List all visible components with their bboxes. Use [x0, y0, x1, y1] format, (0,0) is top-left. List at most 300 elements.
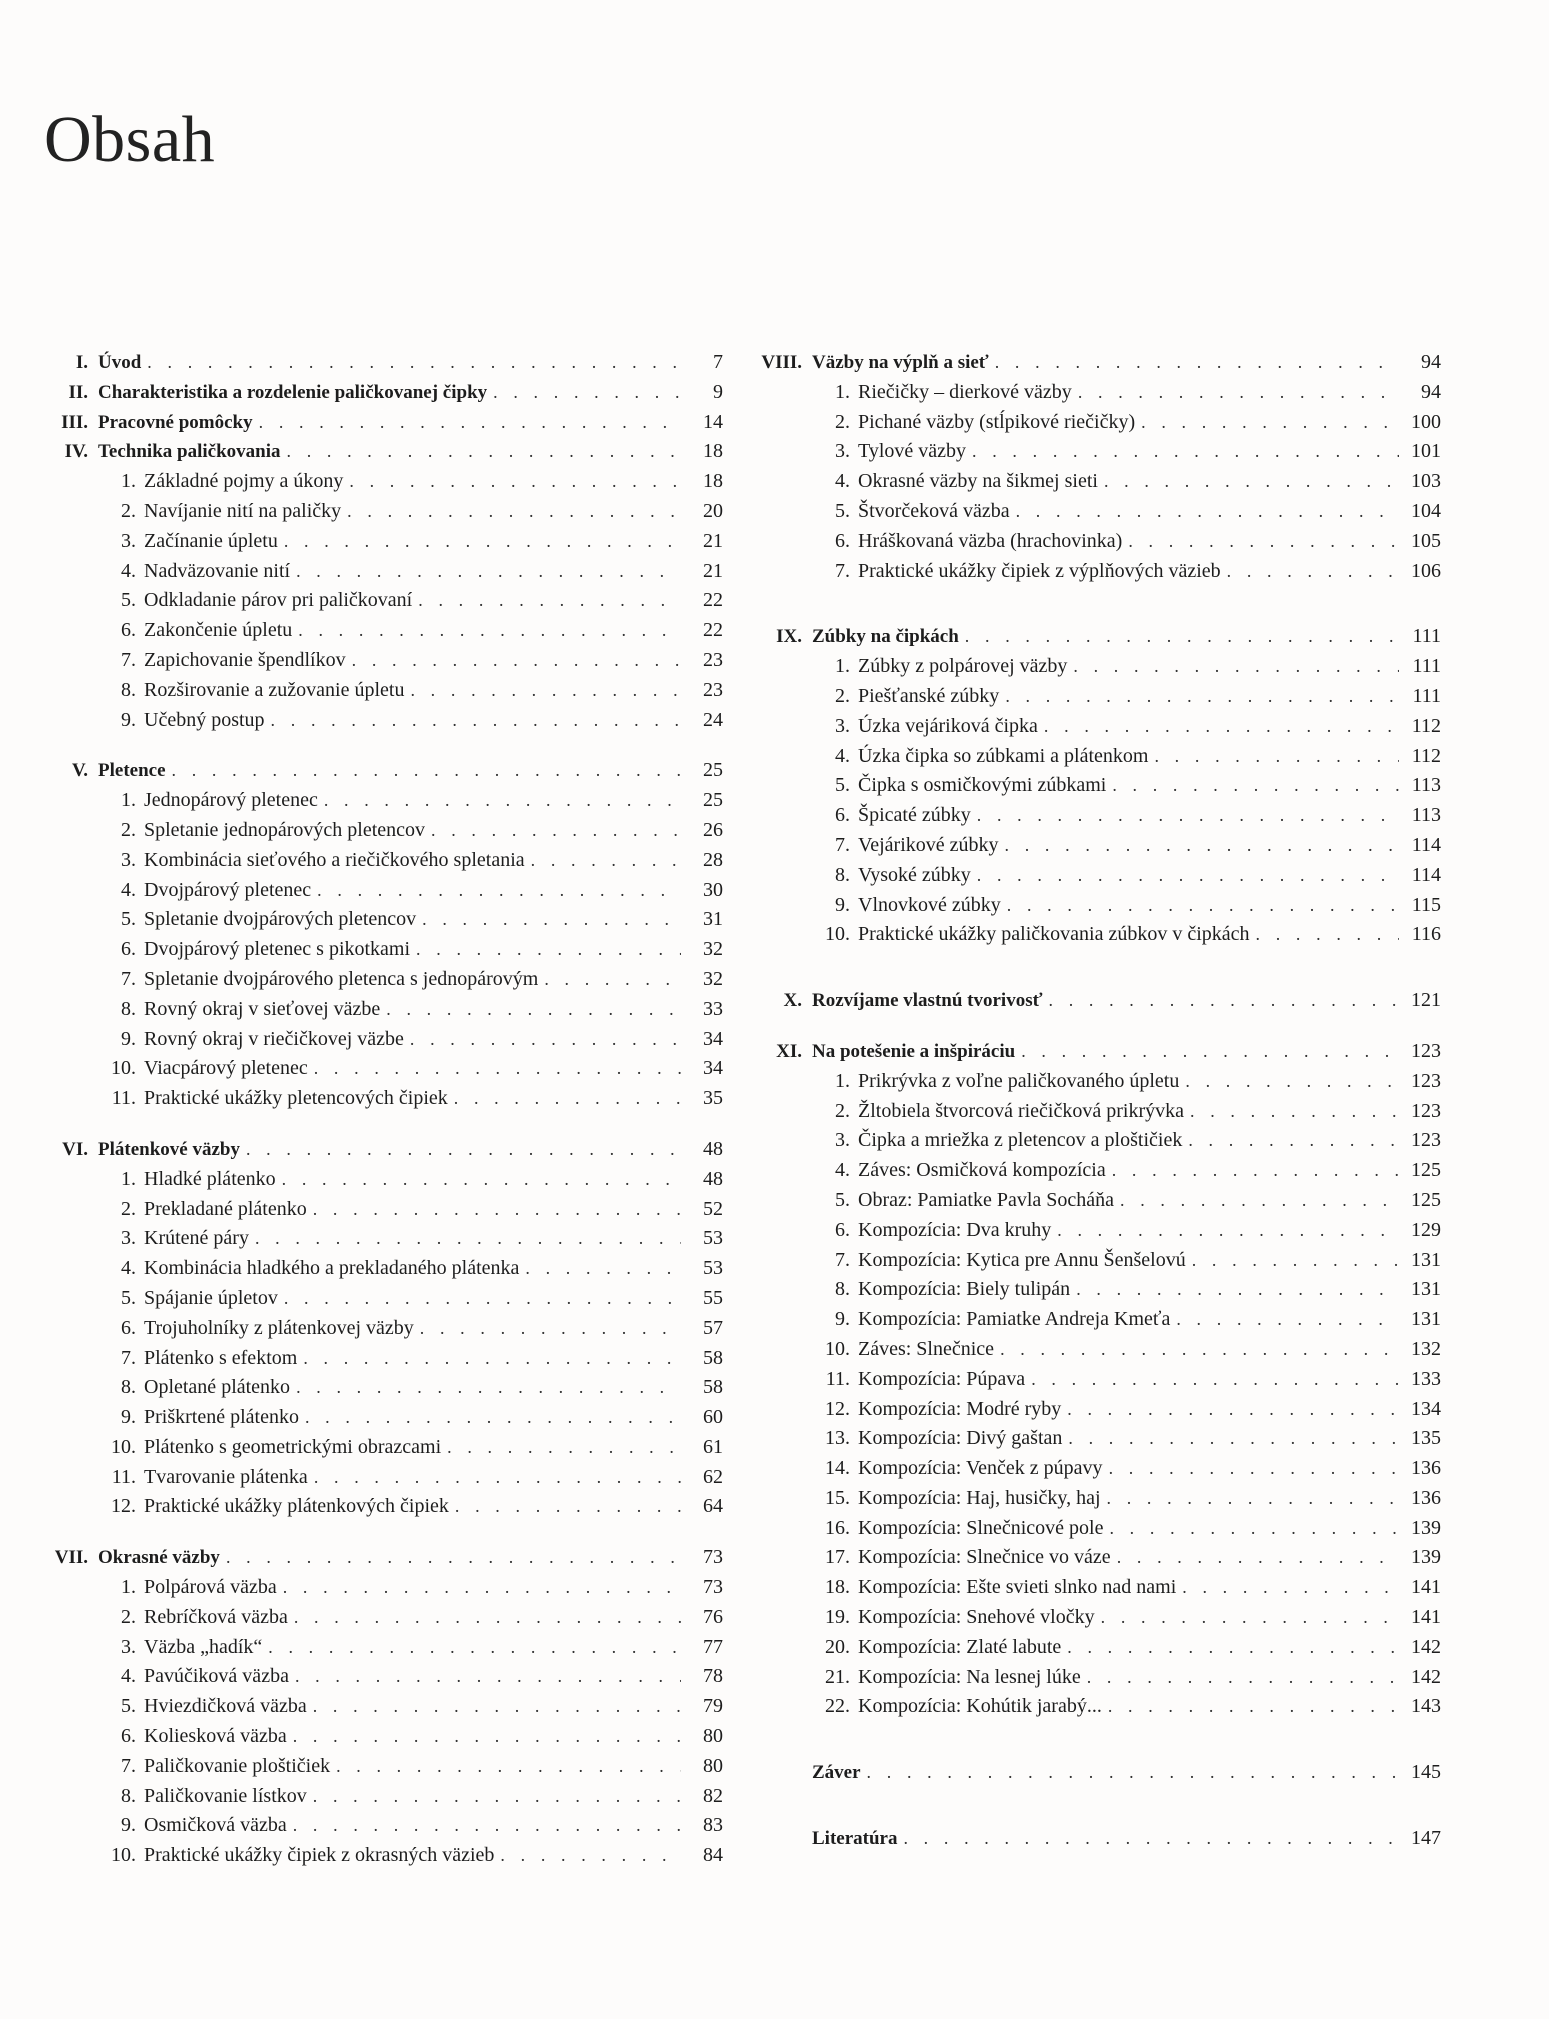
- item-title: Plátenko s geometrickými obrazcami: [144, 1435, 442, 1458]
- page-number: 142: [1411, 1635, 1441, 1658]
- chapter-number: III.: [61, 411, 88, 433]
- item-number: 8.: [121, 997, 136, 1020]
- item-number: 7.: [835, 1248, 850, 1271]
- item-title: Navíjanie nití na paličky: [144, 499, 342, 522]
- item-title: Spletanie dvojpárového pletenca s jednopárovým: [144, 967, 539, 990]
- dot-leader: [1104, 467, 1399, 497]
- page-number: 136: [1411, 1457, 1441, 1480]
- toc-chapter-row: [760, 1758, 1441, 1788]
- toc-item-row: [760, 831, 1441, 861]
- chapter-number: II.: [68, 381, 88, 403]
- toc-chapter-row: [760, 1824, 1441, 1854]
- page-number: 83: [703, 1814, 723, 1837]
- toc-item-row: [46, 1433, 723, 1463]
- toc-item-row: [760, 1246, 1441, 1276]
- dot-leader: [1031, 1365, 1399, 1395]
- dot-leader: [431, 816, 681, 846]
- page-number: 131: [1411, 1248, 1441, 1271]
- toc-item-row: [760, 467, 1441, 497]
- dot-leader: [1120, 1186, 1399, 1216]
- page-number: 61: [703, 1435, 723, 1458]
- item-title: Rebríčková väzba: [144, 1605, 288, 1628]
- item-number: 10.: [111, 1057, 136, 1080]
- toc-item-row: [46, 1314, 723, 1344]
- item-title: Viacpárový pletenec: [144, 1057, 308, 1080]
- toc-item-row: [46, 706, 723, 736]
- toc-left-column: [46, 348, 723, 1871]
- dot-leader: [313, 1692, 681, 1722]
- item-title: Nadväzovanie nití: [144, 559, 291, 582]
- item-number: 3.: [121, 529, 136, 552]
- item-number: 3.: [121, 848, 136, 871]
- item-number: 4.: [121, 1665, 136, 1688]
- page-number: 73: [703, 1576, 723, 1599]
- chapter-number: VIII.: [761, 352, 802, 373]
- toc-item-row: [46, 1662, 723, 1692]
- page-number: 131: [1411, 1278, 1441, 1301]
- toc-item-row: [760, 437, 1441, 467]
- item-number: 7.: [121, 1346, 136, 1369]
- item-title: Kompozícia: Biely tulipán: [858, 1278, 1071, 1301]
- item-title: Piešťanské zúbky: [858, 684, 1000, 707]
- dot-leader: [293, 1811, 681, 1841]
- item-number: 8.: [835, 1278, 850, 1301]
- dot-leader: [324, 786, 681, 816]
- item-number: 22.: [825, 1695, 850, 1718]
- dot-leader: [1067, 1633, 1399, 1663]
- item-title: Kompozícia: Pamiatke Andreja Kmeťa: [858, 1308, 1171, 1331]
- page-number: 111: [1412, 684, 1441, 707]
- dot-leader: [313, 1195, 681, 1225]
- dot-leader: [447, 1433, 681, 1463]
- chapter-title: Rozvíjame vlastnú tvorivosť: [812, 990, 1043, 1012]
- dot-leader: [172, 756, 681, 786]
- page-number: 114: [1411, 863, 1441, 886]
- dot-leader: [995, 348, 1399, 378]
- page-number: 30: [703, 878, 723, 901]
- toc-item-row: [760, 742, 1441, 772]
- toc-item-row: [760, 1335, 1441, 1365]
- item-title: Pavúčiková väzba: [144, 1665, 289, 1688]
- toc-chapter-row: [46, 756, 723, 786]
- chapter-title: Väzby na výplň a sieť: [812, 352, 989, 373]
- item-title: Jednopárový pletenec: [144, 789, 318, 812]
- dot-leader: [255, 1224, 681, 1254]
- chapter-number: XI.: [776, 1040, 802, 1062]
- page-number: 28: [703, 848, 723, 871]
- item-number: 9.: [835, 893, 850, 916]
- page-number: 143: [1411, 1695, 1441, 1718]
- item-number: 1.: [835, 380, 850, 403]
- dot-leader: [293, 1722, 681, 1752]
- toc-chapter: [46, 378, 723, 408]
- page-number: 131: [1411, 1308, 1441, 1331]
- page-number: 136: [1411, 1486, 1441, 1509]
- page-number: 21: [703, 559, 723, 582]
- page-number: 82: [703, 1784, 723, 1807]
- dot-leader: [1021, 1037, 1399, 1067]
- item-title: Okrasné väzby na šikmej sieti: [858, 470, 1098, 493]
- item-title: Odkladanie párov pri paličkovaní: [144, 589, 413, 612]
- dot-leader: [410, 1025, 681, 1055]
- item-title: Vlnovkové zúbky: [858, 893, 1001, 916]
- item-number: 8.: [121, 678, 136, 701]
- dot-leader: [418, 586, 681, 616]
- page-number: 94: [1421, 351, 1441, 373]
- item-number: 15.: [825, 1486, 850, 1509]
- dot-leader: [314, 1463, 681, 1493]
- page-number: 116: [1411, 923, 1441, 946]
- toc-item-row: [760, 801, 1441, 831]
- item-number: 7.: [121, 967, 136, 990]
- page-number: 111: [1412, 655, 1441, 678]
- item-title: Čipka s osmičkovými zúbkami: [858, 774, 1107, 797]
- toc-chapter: [46, 1543, 723, 1871]
- item-title: Kompozícia: Na lesnej lúke: [858, 1665, 1081, 1688]
- item-number: 1.: [835, 655, 850, 678]
- page-number: 101: [1411, 440, 1441, 463]
- page-number: 22: [703, 589, 723, 612]
- item-number: 4.: [835, 1159, 850, 1182]
- toc-item-row: [760, 1603, 1441, 1633]
- item-number: 4.: [835, 744, 850, 767]
- dot-leader: [544, 965, 681, 995]
- item-number: 2.: [121, 499, 136, 522]
- chapter-number: V.: [71, 760, 88, 782]
- item-number: 10.: [111, 1844, 136, 1867]
- item-number: 3.: [835, 440, 850, 463]
- toc-item-row: [760, 527, 1441, 557]
- page-number: 35: [703, 1087, 723, 1110]
- toc-chapter: [760, 1824, 1441, 1854]
- toc-item-row: [46, 1025, 723, 1055]
- item-number: 3.: [121, 1227, 136, 1250]
- toc-item-row: [760, 682, 1441, 712]
- item-title: Vejárikové zúbky: [858, 833, 999, 856]
- item-title: Priškrtené plátenko: [144, 1406, 299, 1429]
- chapter-title: Technika paličkovania: [98, 441, 281, 463]
- item-number: 19.: [825, 1606, 850, 1629]
- toc-item-row: [46, 1722, 723, 1752]
- dot-leader: [313, 1782, 681, 1812]
- page-number: 139: [1411, 1546, 1441, 1569]
- page-number: 114: [1411, 833, 1441, 856]
- toc-chapter: [46, 408, 723, 438]
- toc-item-row: [760, 771, 1441, 801]
- page-number: 21: [703, 529, 723, 552]
- dot-leader: [1109, 1514, 1399, 1544]
- toc-item-row: [46, 1841, 723, 1871]
- dot-leader: [1044, 712, 1399, 742]
- dot-leader: [259, 408, 681, 438]
- toc-chapter: [760, 1758, 1441, 1788]
- page-number: 112: [1411, 744, 1441, 767]
- toc-item-row: [760, 861, 1441, 891]
- page-number: 100: [1411, 410, 1441, 433]
- chapter-number: IV.: [64, 441, 88, 463]
- dot-leader: [1182, 1573, 1399, 1603]
- chapter-title: Okrasné väzby: [98, 1547, 220, 1569]
- toc-item-row: [46, 1603, 723, 1633]
- page-number: 62: [703, 1465, 723, 1488]
- toc-chapter-row: [760, 986, 1441, 1016]
- item-number: 7.: [121, 1754, 136, 1777]
- page-number: 14: [703, 410, 723, 433]
- dot-leader: [303, 1344, 681, 1374]
- toc-item-row: [760, 1126, 1441, 1156]
- item-number: 11.: [825, 1367, 850, 1390]
- item-title: Spájanie úpletov: [144, 1286, 278, 1309]
- dot-leader: [972, 437, 1399, 467]
- page-number: 115: [1411, 893, 1441, 916]
- page-number: 48: [703, 1167, 723, 1190]
- item-number: 7.: [121, 648, 136, 671]
- toc-chapter-row: [46, 1543, 723, 1573]
- toc-item-row: [760, 652, 1441, 682]
- item-number: 2.: [121, 1197, 136, 1220]
- chapter-title: Plátenkové väzby: [98, 1138, 240, 1160]
- page-number: 133: [1411, 1367, 1441, 1390]
- item-title: Praktické ukážky čipiek z okrasných väzieb: [144, 1844, 495, 1867]
- dot-leader: [317, 876, 681, 906]
- dot-leader: [284, 1284, 681, 1314]
- item-title: Pichané väzby (stĺpikové riečičky): [858, 410, 1136, 433]
- page-number: 73: [703, 1546, 723, 1569]
- toc-item-row: [46, 1573, 723, 1603]
- dot-leader: [416, 935, 681, 965]
- toc-item-row: [46, 876, 723, 906]
- toc-item-row: [760, 1484, 1441, 1514]
- item-number: 5.: [835, 1188, 850, 1211]
- item-title: Kombinácia hladkého a prekladaného plátenka: [144, 1257, 520, 1280]
- item-title: Žltobiela štvorcová riečičková prikrývka: [858, 1099, 1184, 1122]
- chapter-title: Záver: [812, 1762, 861, 1784]
- item-title: Dvojpárový pletenec s pikotkami: [144, 938, 411, 961]
- toc-item-row: [46, 965, 723, 995]
- item-number: 8.: [835, 863, 850, 886]
- item-title: Zúbky z polpárovej väzby: [858, 655, 1068, 678]
- page-number: 77: [703, 1635, 723, 1658]
- item-number: 10.: [825, 923, 850, 946]
- page-number: 32: [703, 967, 723, 990]
- toc-item-row: [46, 467, 723, 497]
- dot-leader: [493, 378, 681, 408]
- item-number: 4.: [121, 878, 136, 901]
- item-number: 7.: [835, 559, 850, 582]
- item-title: Kompozícia: Dva kruhy: [858, 1218, 1052, 1241]
- item-title: Kompozícia: Snehové vločky: [858, 1606, 1095, 1629]
- item-number: 21.: [825, 1665, 850, 1688]
- dot-leader: [314, 1054, 681, 1084]
- page-number: 25: [703, 789, 723, 812]
- page-number: 18: [703, 470, 723, 493]
- toc-item-row: [760, 1633, 1441, 1663]
- page-number: 58: [703, 1346, 723, 1369]
- item-number: 9.: [121, 1027, 136, 1050]
- item-title: Trojuholníky z plátenkovej väzby: [144, 1316, 414, 1339]
- toc-item-row: [46, 786, 723, 816]
- item-number: 6.: [835, 1218, 850, 1241]
- page-number: 123: [1411, 1069, 1441, 1092]
- toc-item-row: [46, 935, 723, 965]
- page-title: Obsah: [44, 103, 216, 177]
- toc-item-row: [760, 1514, 1441, 1544]
- dot-leader: [1176, 1305, 1399, 1335]
- item-number: 6.: [121, 1725, 136, 1748]
- page-number: 113: [1411, 774, 1441, 797]
- dot-leader: [1007, 891, 1399, 921]
- item-number: 12.: [825, 1397, 850, 1420]
- chapter-title: Pletence: [98, 760, 166, 782]
- dot-leader: [296, 1373, 681, 1403]
- toc-chapter-row: [760, 622, 1441, 652]
- item-title: Obraz: Pamiatke Pavla Socháňa: [858, 1188, 1115, 1211]
- item-number: 20.: [825, 1635, 850, 1658]
- item-title: Učebný postup: [144, 708, 265, 731]
- dot-leader: [226, 1543, 681, 1573]
- page-number: 33: [703, 997, 723, 1020]
- page-number: 145: [1411, 1761, 1441, 1784]
- dot-leader: [1128, 527, 1399, 557]
- toc-item-row: [46, 1254, 723, 1284]
- item-title: Prikrývka z voľne paličkovaného úpletu: [858, 1069, 1180, 1092]
- item-title: Praktické ukážky paličkovania zúbkov v čipkách: [858, 923, 1250, 946]
- page-number: 31: [703, 908, 723, 931]
- item-title: Kompozícia: Kytica pre Annu Šenšelovú: [858, 1248, 1186, 1271]
- item-title: Kombinácia sieťového a riečičkového spletania: [144, 848, 525, 871]
- page-number: 103: [1411, 470, 1441, 493]
- page-number: 123: [1411, 1129, 1441, 1152]
- toc-item-row: [46, 1403, 723, 1433]
- page-number: 105: [1411, 529, 1441, 552]
- toc-item-row: [46, 1463, 723, 1493]
- dot-leader: [1192, 1246, 1399, 1276]
- dot-leader: [977, 801, 1399, 831]
- toc-item-row: [46, 905, 723, 935]
- page-number: 125: [1411, 1159, 1441, 1182]
- item-title: Začínanie úpletu: [144, 529, 278, 552]
- item-number: 13.: [825, 1427, 850, 1450]
- dot-leader: [903, 1824, 1399, 1854]
- item-number: 2.: [835, 684, 850, 707]
- dot-leader: [867, 1758, 1399, 1788]
- item-title: Úzka čipka so zúbkami a plátenkom: [858, 744, 1149, 767]
- item-title: Kompozícia: Divý gaštan: [858, 1427, 1063, 1450]
- item-title: Riečičky – dierkové väzby: [858, 380, 1072, 403]
- page-number: 76: [703, 1605, 723, 1628]
- toc-item-row: [760, 1365, 1441, 1395]
- item-title: Spletanie jednopárových pletencov: [144, 818, 426, 841]
- dot-leader: [1185, 1067, 1399, 1097]
- page-number: 79: [703, 1695, 723, 1718]
- item-title: Kompozícia: Venček z púpavy: [858, 1457, 1103, 1480]
- item-title: Väzba „hadík“: [144, 1635, 263, 1658]
- item-title: Hladké plátenko: [144, 1167, 276, 1190]
- page-number: 106: [1411, 559, 1441, 582]
- page-number: 113: [1411, 804, 1441, 827]
- item-number: 11.: [111, 1087, 136, 1110]
- toc-right-column: [760, 348, 1441, 1854]
- page-number: 111: [1412, 625, 1441, 648]
- toc-item-row: [46, 846, 723, 876]
- dot-leader: [305, 1403, 681, 1433]
- item-title: Kompozícia: Slnečnicové pole: [858, 1516, 1104, 1539]
- toc-chapter-row: [760, 1037, 1441, 1067]
- item-number: 1.: [121, 1576, 136, 1599]
- item-title: Kompozícia: Haj, husičky, haj: [858, 1486, 1101, 1509]
- item-number: 8.: [121, 1376, 136, 1399]
- item-title: Osmičková väzba: [144, 1814, 287, 1837]
- dot-leader: [1101, 1603, 1399, 1633]
- item-title: Záves: Osmičková kompozícia: [858, 1159, 1106, 1182]
- item-number: 2.: [835, 410, 850, 433]
- item-title: Praktické ukážky plátenkových čipiek: [144, 1495, 449, 1518]
- toc-item-row: [760, 378, 1441, 408]
- item-number: 10.: [111, 1435, 136, 1458]
- item-title: Špicaté zúbky: [858, 804, 971, 827]
- item-number: 2.: [121, 818, 136, 841]
- chapter-number: VI.: [62, 1138, 88, 1160]
- toc-item-row: [46, 1492, 723, 1522]
- toc-item-row: [760, 1216, 1441, 1246]
- item-title: Rovný okraj v riečičkovej väzbe: [144, 1027, 404, 1050]
- item-number: 10.: [825, 1337, 850, 1360]
- toc-item-row: [760, 1573, 1441, 1603]
- item-title: Koliesková väzba: [144, 1725, 287, 1748]
- dot-leader: [1107, 1484, 1399, 1514]
- toc-item-row: [46, 1165, 723, 1195]
- page-number: 139: [1411, 1516, 1441, 1539]
- item-title: Dvojpárový pletenec: [144, 878, 312, 901]
- item-title: Tvarovanie plátenka: [144, 1465, 308, 1488]
- toc-item-row: [760, 1186, 1441, 1216]
- page-number: 135: [1411, 1427, 1441, 1450]
- page-number: 132: [1411, 1337, 1441, 1360]
- chapter-title: Na potešenie a inšpiráciu: [812, 1040, 1016, 1062]
- toc-chapter-row: [46, 1135, 723, 1165]
- toc-item-row: [46, 497, 723, 527]
- toc-item-row: [46, 646, 723, 676]
- dot-leader: [282, 1165, 681, 1195]
- toc-chapter: [760, 1037, 1441, 1722]
- item-title: Hráškovaná väzba (hrachovinka): [858, 529, 1123, 552]
- item-title: Úzka vejáriková čipka: [858, 714, 1038, 737]
- item-number: 9.: [121, 708, 136, 731]
- dot-leader: [1073, 652, 1399, 682]
- toc-item-row: [46, 1373, 723, 1403]
- page-number: 121: [1411, 989, 1441, 1012]
- toc-item-row: [46, 676, 723, 706]
- item-number: 18.: [825, 1576, 850, 1599]
- item-number: 14.: [825, 1457, 850, 1480]
- item-title: Štvorčeková väzba: [858, 499, 1010, 522]
- item-title: Zapichovanie špendlíkov: [144, 648, 346, 671]
- page-number: 112: [1411, 714, 1441, 737]
- toc-chapter: [46, 1135, 723, 1522]
- item-title: Kompozícia: Ešte svieti slnko nad nami: [858, 1576, 1177, 1599]
- dot-leader: [349, 467, 681, 497]
- item-number: 6.: [835, 529, 850, 552]
- dot-leader: [1154, 742, 1399, 772]
- toc-item-row: [760, 920, 1441, 950]
- dot-leader: [284, 527, 681, 557]
- item-title: Základné pojmy a úkony: [144, 470, 344, 493]
- page-number: 32: [703, 938, 723, 961]
- page-number: 23: [703, 648, 723, 671]
- item-number: 12.: [111, 1495, 136, 1518]
- page-number: 80: [703, 1725, 723, 1748]
- dot-leader: [386, 995, 681, 1025]
